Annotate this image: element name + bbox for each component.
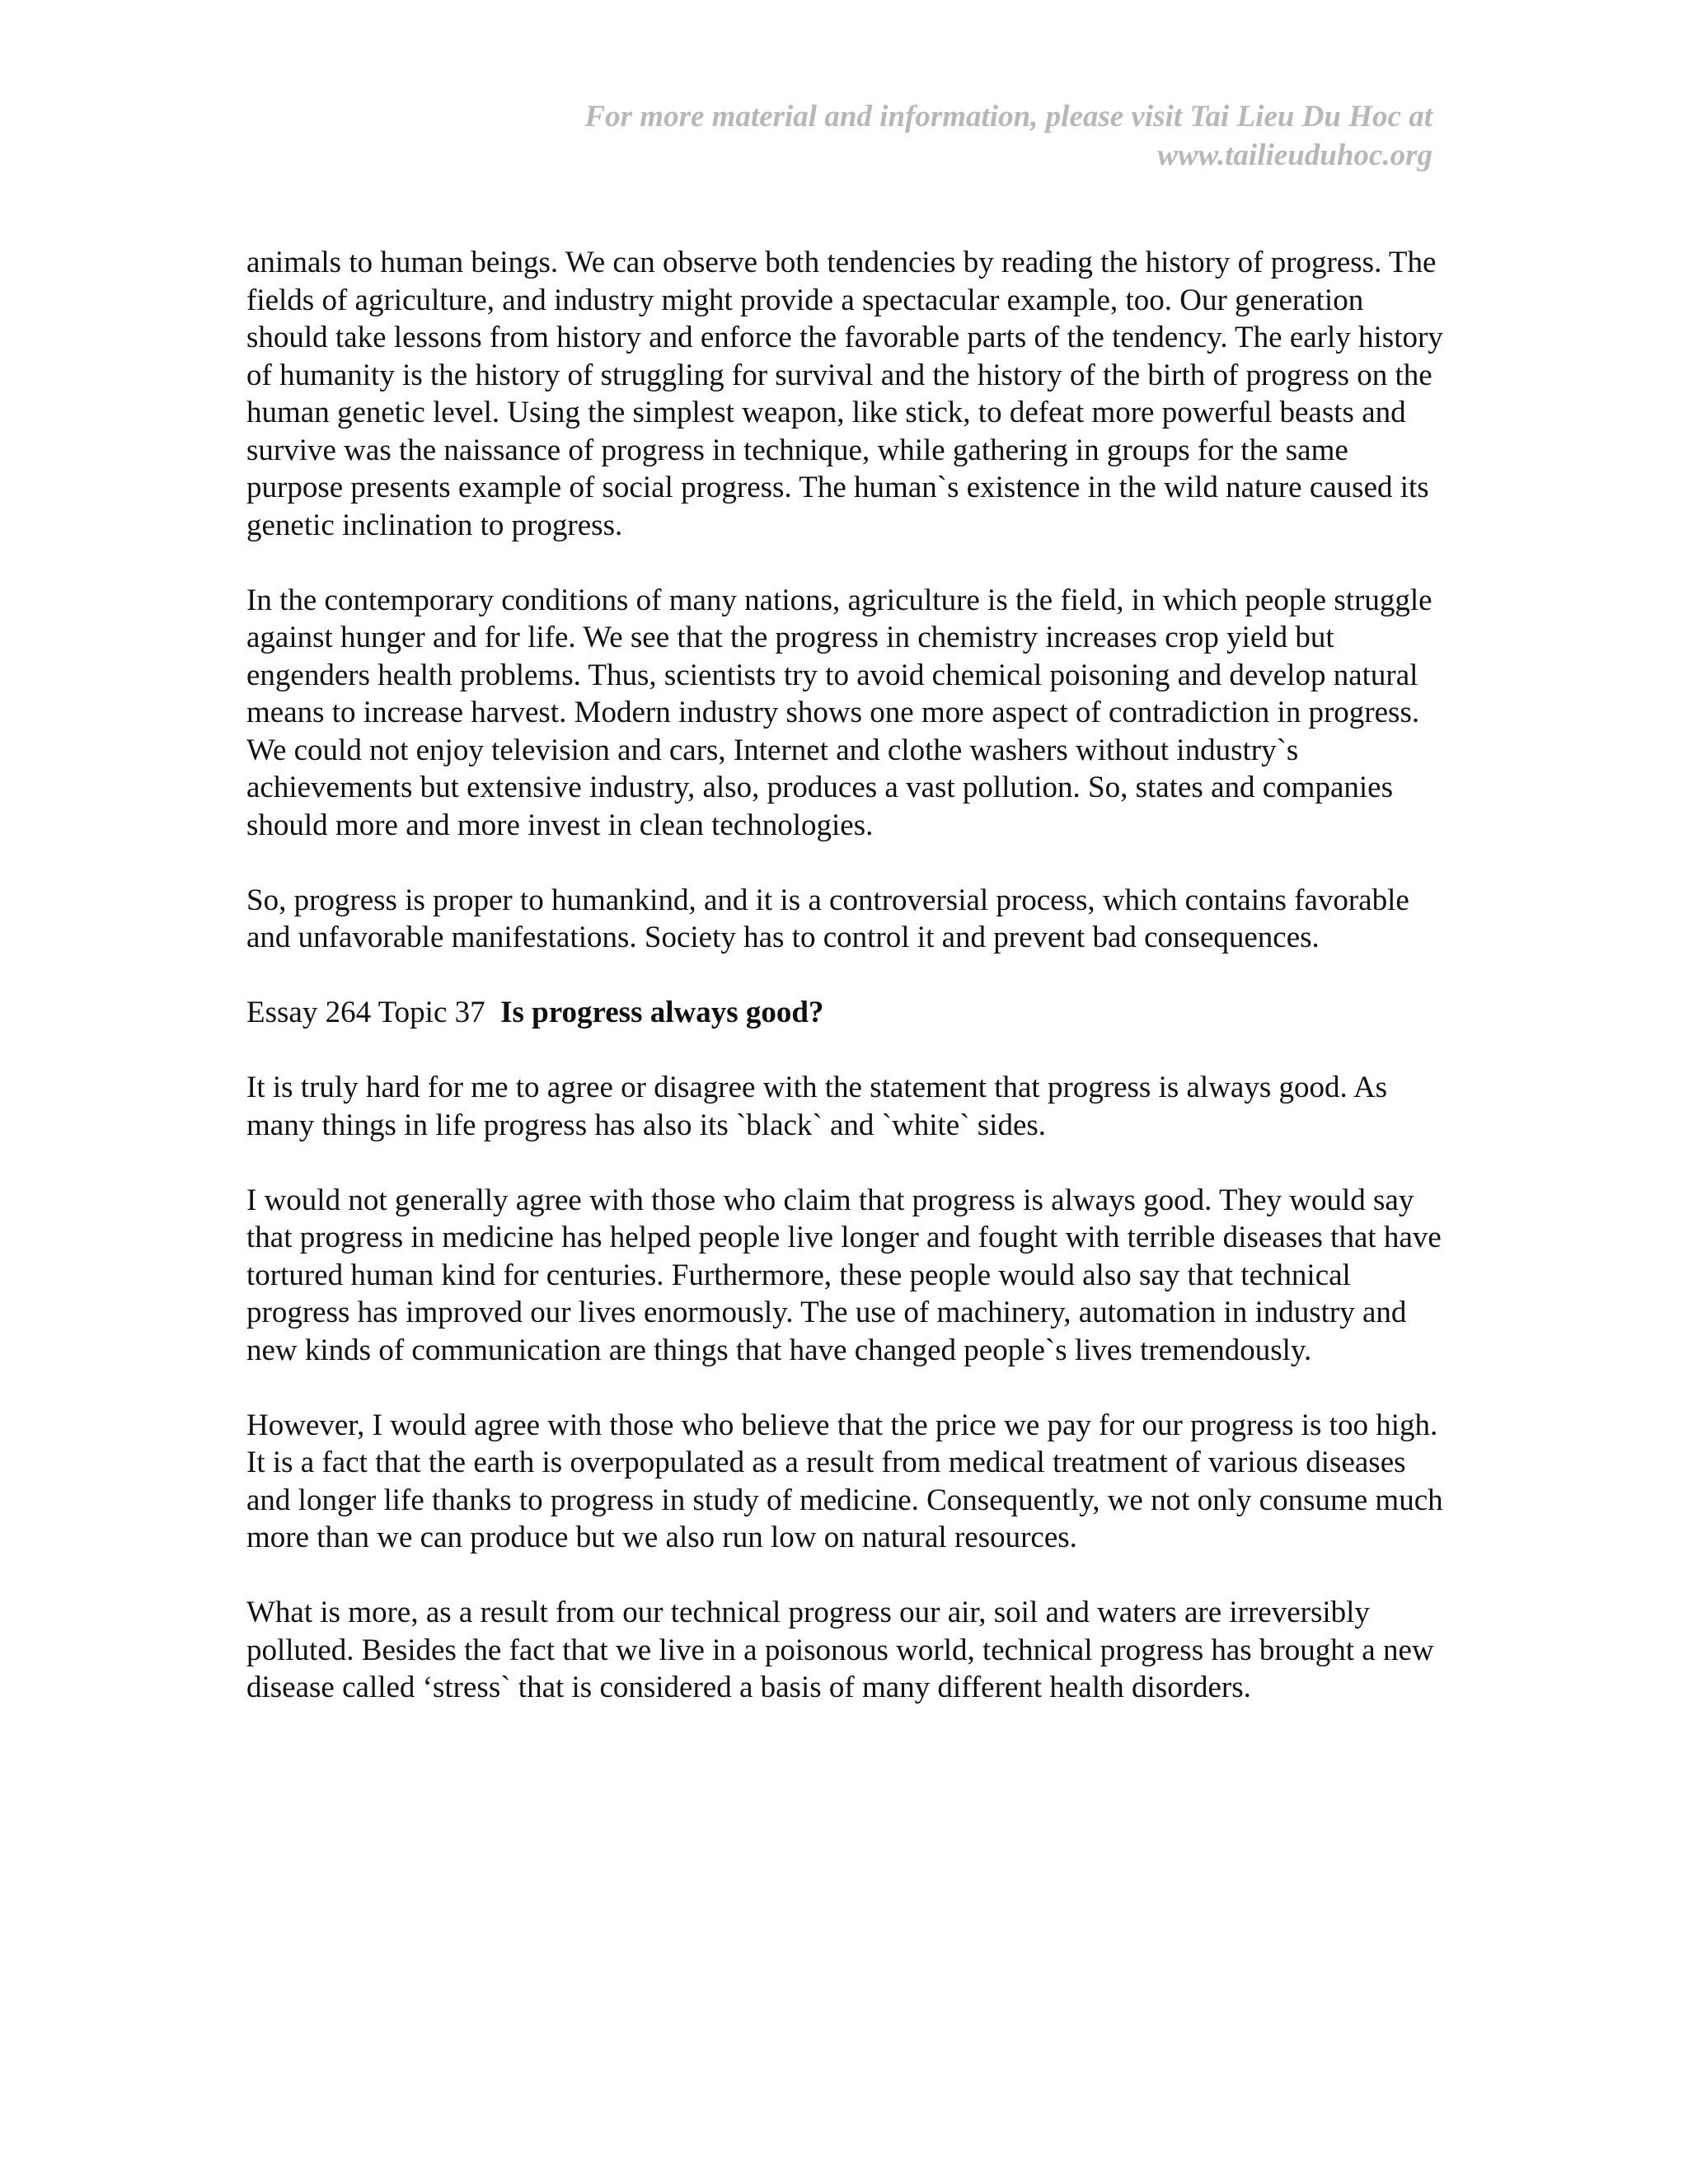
essay-title: Is progress always good?: [500, 996, 824, 1029]
essay-heading: [246, 994, 1450, 1032]
paragraph: animals to human beings. We can observe both tendencies by reading the history of progress. The fields of agriculture, and industry might provide a spectacular example, too. Our generation should take lessons from history and enforce the favorable parts of the tendency. The early history of humanity is the history of struggling for survival and the history of the birth of progress on the human genetic level. Using the simplest weapon, like stick, to defeat more powerful beasts and survive was the naissance of progress in technique, while gathering in groups for the same purpose presents example of social progress. The human`s existence in the wild nature caused its genetic inclination to progress.: [246, 246, 1443, 542]
paragraph: So, progress is proper to humankind, and it is a controversial process, which contains favorable and unfavorable manifestations. Society has to control it and prevent bad consequences.: [246, 883, 1409, 954]
paragraph: What is more, as a result from our technical progress our air, soil and waters are irreversibly polluted. Besides the fact that we live in a poisonous world, technical progress has brought a new disease called ‘stress` that is considered a basis of many different health disorders.: [246, 1596, 1434, 1704]
header-line-2: www.tailieuduhoc.org: [1157, 138, 1432, 172]
essay-number: Essay 264 Topic 37: [246, 996, 485, 1029]
header-line-1: For more material and information, please visit Tai Lieu Du Hoc at: [584, 100, 1432, 134]
page-header: [443, 97, 1432, 175]
paragraph: I would not generally agree with those who claim that progress is always good. They would say that progress in medicine has helped people live longer and fought with terrible diseases that have tortured human kind for centuries. Furthermore, these people would also say that technical progress has improved our lives enormously. The use of machinery, automation in industry and new kinds of communication are things that have changed people`s lives tremendously.: [246, 1183, 1442, 1367]
paragraph: However, I would agree with those who believe that the price we pay for our progress is too high. It is a fact that the earth is overpopulated as a result from medical treatment of various diseases and longer life thanks to progress in study of medicine. Consequently, we not only consume much more than we can produce but we also run low on natural resources.: [246, 1408, 1443, 1554]
paragraph: It is truly hard for me to agree or disagree with the statement that progress is always good. As many things in life progress has also its `black` and `white` sides.: [246, 1071, 1388, 1142]
document-body: [246, 244, 1450, 1744]
paragraph: In the contemporary conditions of many nations, agriculture is the field, in which people struggle against hunger and for life. We see that the progress in chemistry increases crop yield but engenders health problems. Thus, scientists try to avoid chemical poisoning and develop natural means to increase harvest. Modern industry shows one more aspect of contradiction in progress. We could not enjoy television and cars, Internet and clothe washers without industry`s achievements but extensive industry, also, produces a vast pollution. So, states and companies should more and more invest in clean technologies.: [246, 583, 1432, 842]
